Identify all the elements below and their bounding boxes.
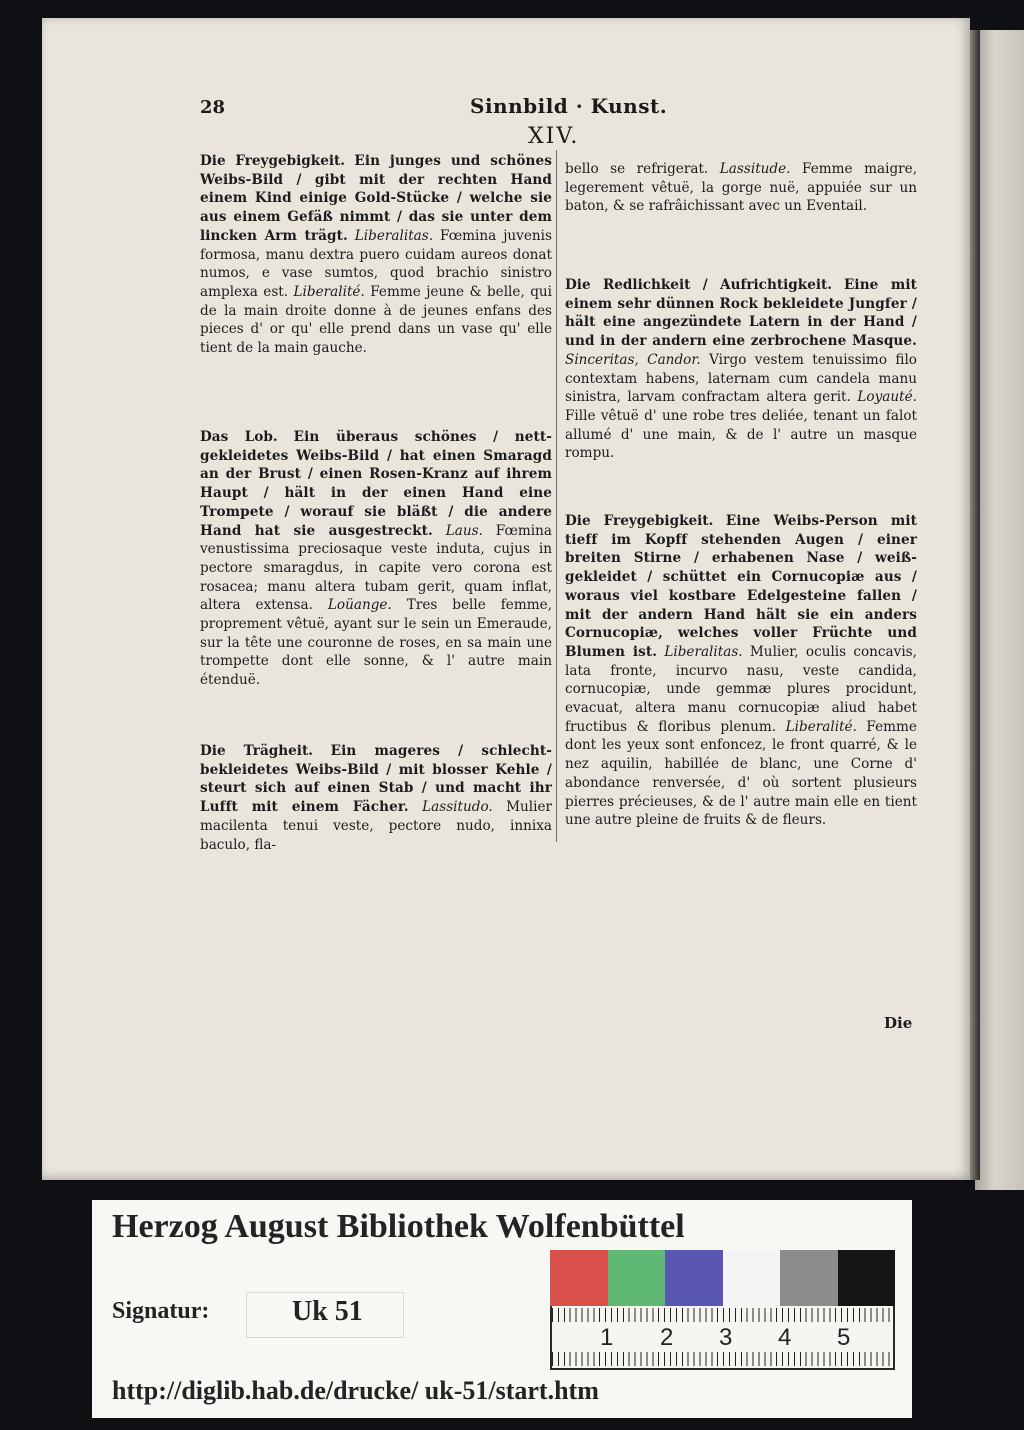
library-name: Herzog August Bibliothek Wolfenbüttel (112, 1208, 685, 1245)
latin-label: Liberalitas. (664, 643, 743, 660)
facing-page-edge (975, 30, 1024, 1190)
latin-text: Mulier, oculis concavis, lata fronte, incurvo nasu, veste candida, cornucopiæ, unde gemmæ plures procidunt, evacuat, altera manu cornucopiæ aliud habet fructibus & floribus plenum. (565, 643, 917, 735)
scale-ruler (550, 1306, 895, 1370)
french-text: Tres belle femme, proprement vêtuë, ayant sur le sein un Emeraude, sur la tête une couronne de roses, en sa main une trompette dont elle sonne, & l' autre main étenduë. (200, 597, 552, 689)
german-text: Ein mageres / schlecht-bekleidetes Weibs-Bild / mit blosser Kehle / steurt sich auf einen Stab / und macht ihr Lufft mit einem Fächer. (200, 743, 552, 816)
swatch-black (838, 1250, 896, 1306)
latin-text: Fœmina venustissima preciosaque veste induta, cujus in pectore smaragdus, in capite vero corona est rosacea; manu altera tubam gerit, quam inflat, altera extensa. (200, 522, 552, 614)
ruler-number: 3 (719, 1324, 733, 1351)
german-text: Eine Weibs-Person mit tieff im Kopff stehenden Augen / einer breiten Stirne / erhabenen Nase / weiß-gekleidet / schüttet ein Cornucopiæ aus / woraus viel kostbare Edelgesteine fallen / mit der andern Hand hält sie ein anders Cornucopiæ, welches voller Früchte und Blumen ist. (565, 513, 917, 660)
entry-label: Die Redlichkeit / Aufrichtigkeit. (565, 277, 833, 293)
latin-label: Laus. (445, 522, 483, 539)
library-label-strip (92, 1200, 912, 1418)
entry-freygebigkeit-1 (200, 152, 552, 358)
french-label: Loüange. (327, 597, 392, 614)
entry-traegheit (200, 742, 552, 854)
library-url[interactable]: http://diglib.hab.de/drucke/ uk-51/start.htm (112, 1376, 599, 1405)
ruler-number: 1 (600, 1324, 614, 1351)
ruler-number: 2 (660, 1324, 674, 1351)
entry-redlichkeit (565, 276, 917, 463)
running-header: Sinnbild · Kunst. (470, 94, 668, 118)
german-text: Ein überaus schönes / nett-gekleidetes Weibs-Bild / hat einen Smaragd an der Brust / einen Rosen-Kranz auf ihrem Haupt / hält in der einen Hand eine Trompete / worauf sie bläßt / die andere Hand hat sie ausgestreckt. (200, 429, 552, 539)
catchword: Die (884, 1014, 913, 1032)
latin-text: bello se refrigerat. (565, 161, 709, 177)
section-number: XIV. (528, 124, 580, 149)
swatch-gray (780, 1250, 838, 1306)
swatch-white (723, 1250, 781, 1306)
entry-label: Die Freygebigkeit. (565, 513, 714, 529)
french-label: Liberalité. (293, 283, 365, 300)
color-calibration-swatches (550, 1250, 895, 1306)
swatch-red (550, 1250, 608, 1306)
german-text: Eine mit einem sehr dünnen Rock bekleidete Jungfer / hält eine angezündete Latern in der Hand / und in der andern eine zerbrochene Masque. (565, 277, 918, 350)
latin-text: Virgo vestem tenuissimo filo contextam habens, laternam cum candela manu sinistra, larvam confractam altera gerit. (565, 351, 917, 406)
signature-label: Signatur: (112, 1298, 210, 1324)
french-label: Loyauté. (857, 389, 917, 406)
swatch-green (608, 1250, 666, 1306)
ruler-number: 4 (778, 1324, 792, 1351)
ruler-ticks-bottom (552, 1352, 893, 1366)
latin-text: Fœmina juvenis formosa, manu dextra puero cuidam aureos donat numos, e vase sumtos, quod brachio sinistro amplexa est. (200, 227, 552, 300)
french-label: Liberalité. (785, 718, 857, 735)
french-label: Lassitude. (719, 161, 791, 177)
ruler-ticks-top (552, 1308, 893, 1322)
column-divider (556, 150, 557, 842)
ruler-number: 5 (837, 1324, 851, 1351)
entry-label: Die Trägheit. (200, 743, 313, 759)
latin-text: Mulier macilenta tenui veste, pectore nudo, innixa baculo, fla- (200, 799, 552, 853)
latin-label: Lassitudo. (422, 799, 493, 816)
latin-label: Liberalitas. (354, 227, 434, 244)
signature-value: Uk 51 (292, 1296, 363, 1327)
entry-traegheit-continued (565, 160, 917, 216)
latin-label: Sinceritas, Candor. (565, 351, 701, 368)
swatch-blue (665, 1250, 723, 1306)
entry-freygebigkeit-2 (565, 512, 917, 830)
french-text: Femme maigre, legerement vêtuë, la gorge nuë, appuiée sur un baton, & se rafrâichissant avec un Eventail. (565, 161, 918, 215)
entry-label: Die Freygebigkeit. (200, 153, 346, 169)
page-number: 28 (200, 97, 226, 118)
french-text: Femme dont les yeux sont enfoncez, le front quarré, & le nez aquilin, habillée de blanc, une Corne d' abondance renversée, d' où sortent plusieurs pierres précieuses, & de l' autre main elle en tient une autre pleine de fruits & de fleurs. (565, 718, 917, 829)
entry-lob (200, 428, 552, 690)
entry-label: Das Lob. (200, 429, 278, 445)
german-text: Ein junges und schönes Weibs-Bild / gibt mit der rechten Hand einem Kind einige Gold-Stücke / welche sie aus einem Gefäß nimmt / das sie unter dem lincken Arm trägt. (200, 153, 552, 244)
french-text: Fille vêtuë d' une robe tres deliée, tenant un falot allumé d' une main, & de l' autre un masque rompu. (565, 407, 917, 462)
french-text: Femme jeune & belle, qui de la main droite donne à de jeunes enfans des pieces d' or qu' elle prend dans un vase qu' elle tient de la main gauche. (200, 283, 552, 357)
